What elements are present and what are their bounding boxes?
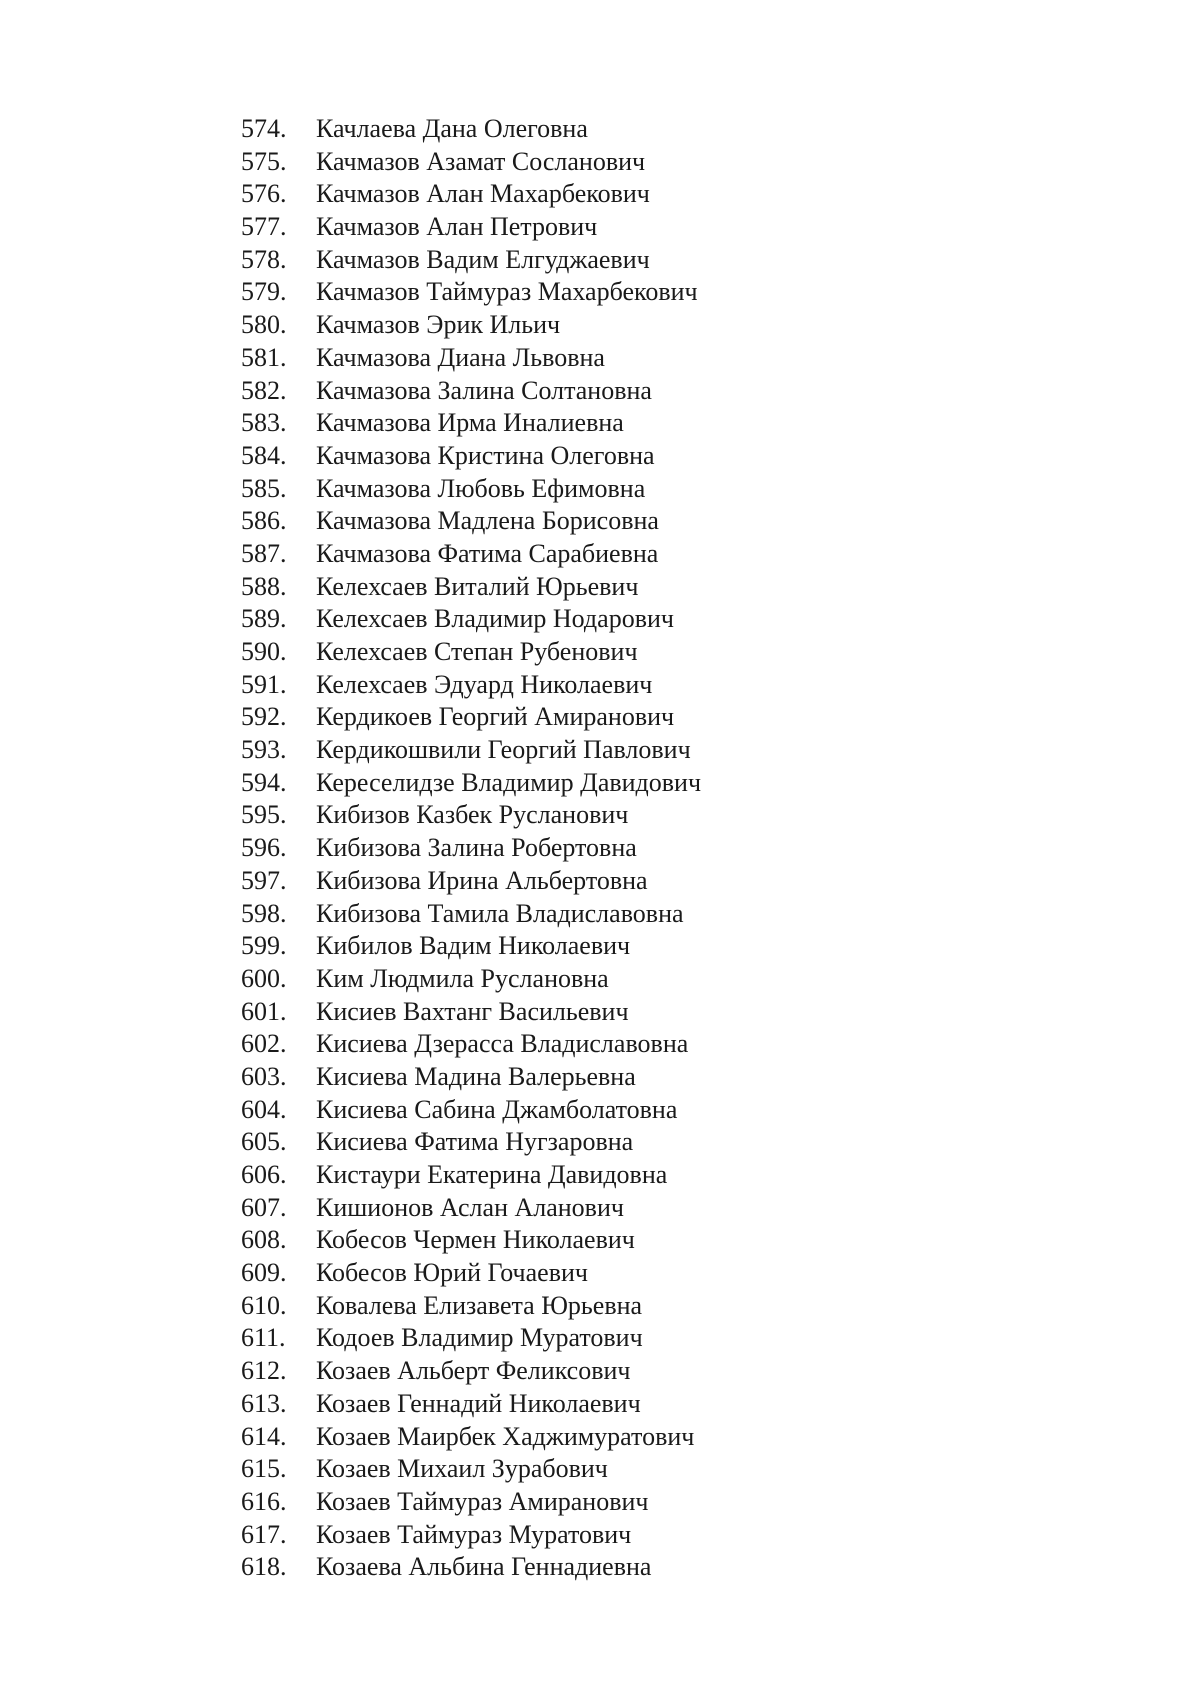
entry-name: Качмазов Алан Махарбекович (316, 179, 650, 209)
entry-number: 591. (241, 669, 287, 699)
entry-number: 574. (241, 114, 287, 143)
entry-number: 615. (241, 1454, 287, 1484)
list-item (241, 1421, 701, 1454)
entry-name: Кисиева Дзерасса Владиславовна (316, 1029, 689, 1059)
entry-number: 589. (241, 604, 287, 634)
list-item (241, 1388, 701, 1421)
entry-name: Келехсаев Эдуард Николаевич (316, 669, 653, 699)
entry-number: 579. (241, 277, 287, 307)
entry-name: Козаев Михаил Зурабович (316, 1454, 608, 1484)
list-item (241, 342, 701, 375)
entry-name: Кибизов Казбек Русланович (316, 800, 629, 830)
entry-name: Качмазов Вадим Елгуджаевич (316, 244, 650, 274)
list-item (241, 178, 701, 211)
list-item (241, 1355, 701, 1388)
entry-number: 613. (241, 1388, 287, 1418)
entry-name: Качмазова Кристина Олеговна (316, 440, 655, 470)
entry-number: 577. (241, 212, 287, 242)
entry-name: Ким Людмила Руслановна (316, 963, 609, 993)
entry-name: Козаев Таймураз Муратович (316, 1519, 632, 1549)
entry-name: Козаев Геннадий Николаевич (316, 1388, 641, 1418)
entry-number: 592. (241, 702, 287, 732)
list-item (241, 734, 701, 767)
entry-number: 586. (241, 506, 287, 536)
entry-name: Кереселидзе Владимир Давидович (316, 767, 702, 797)
entry-number: 596. (241, 833, 287, 863)
list-item (241, 375, 701, 408)
entry-number: 580. (241, 310, 287, 340)
list-item (241, 996, 701, 1029)
list-item (241, 407, 701, 440)
entry-name: Кисиева Фатима Нугзаровна (316, 1127, 634, 1157)
entry-number: 614. (241, 1421, 287, 1451)
list-item (241, 799, 701, 832)
entry-number: 607. (241, 1192, 287, 1222)
entry-number: 583. (241, 408, 287, 438)
entry-number: 611. (241, 1323, 286, 1353)
entry-number: 597. (241, 865, 287, 895)
entry-name: Кишионов Аслан Аланович (316, 1192, 624, 1222)
entry-number: 576. (241, 179, 287, 209)
entry-name: Келехсаев Виталий Юрьевич (316, 571, 639, 601)
list-item (241, 930, 701, 963)
entry-name: Качмазова Ирма Иналиевна (316, 408, 624, 438)
entry-name: Козаев Альберт Феликсович (316, 1356, 631, 1386)
list-item (241, 571, 701, 604)
entry-name: Козаев Маирбек Хаджимуратович (316, 1421, 695, 1451)
entry-name: Качмазова Фатима Сарабиевна (316, 538, 659, 568)
list-item (241, 701, 701, 734)
list-item (241, 1126, 701, 1159)
list-item (241, 505, 701, 538)
entry-name: Кодоев Владимир Муратович (316, 1323, 643, 1353)
entry-number: 599. (241, 931, 287, 961)
entry-number: 612. (241, 1356, 287, 1386)
list-item (241, 276, 701, 309)
list-item (241, 1257, 701, 1290)
entry-number: 605. (241, 1127, 287, 1157)
entry-number: 610. (241, 1290, 287, 1320)
entry-number: 595. (241, 800, 287, 830)
entry-number: 617. (241, 1519, 287, 1549)
entry-name: Качмазов Алан Петрович (316, 212, 598, 242)
list-item (241, 1486, 701, 1519)
entry-number: 581. (241, 342, 287, 372)
entry-name: Кисиев Вахтанг Васильевич (316, 996, 629, 1026)
list-item (241, 963, 701, 996)
entry-name: Кердикошвили Георгий Павлович (316, 735, 691, 765)
entry-name: Кобесов Чермен Николаевич (316, 1225, 635, 1255)
entry-number: 593. (241, 735, 287, 765)
list-item (241, 898, 701, 931)
entry-name: Качмазова Диана Львовна (316, 342, 605, 372)
entry-name: Качмазова Любовь Ефимовна (316, 473, 646, 503)
entry-number: 616. (241, 1486, 287, 1516)
list-item (241, 669, 701, 702)
list-item (241, 1453, 701, 1486)
entry-number: 606. (241, 1160, 287, 1189)
list-item (241, 473, 701, 506)
entry-number: 602. (241, 1029, 287, 1059)
entry-name: Козаева Альбина Геннадиевна (316, 1552, 652, 1582)
entry-number: 598. (241, 898, 287, 928)
list-item (241, 1192, 701, 1225)
numbered-name-list (241, 113, 701, 1584)
list-item (241, 603, 701, 636)
entry-name: Кибилов Вадим Николаевич (316, 931, 631, 961)
entry-number: 578. (241, 244, 287, 274)
list-item (241, 1290, 701, 1323)
list-item (241, 1519, 701, 1552)
entry-name: Качлаева Дана Олеговна (316, 114, 588, 143)
entry-name: Кибизова Залина Робертовна (316, 833, 637, 863)
list-item (241, 1224, 701, 1257)
entry-name: Кердикоев Георгий Амиранович (316, 702, 675, 732)
entry-name: Кибизова Ирина Альбертовна (316, 865, 648, 895)
entry-number: 603. (241, 1061, 287, 1091)
list-item (241, 113, 701, 146)
entry-number: 604. (241, 1094, 287, 1124)
entry-name: Келехсаев Владимир Нодарович (316, 604, 674, 634)
entry-name: Качмазов Азамат Сосланович (316, 146, 646, 176)
entry-name: Качмазов Эрик Ильич (316, 310, 561, 340)
entry-number: 587. (241, 538, 287, 568)
entry-number: 575. (241, 146, 287, 176)
entry-name: Качмазова Мадлена Борисовна (316, 506, 659, 536)
list-item (241, 211, 701, 244)
entry-name: Кибизова Тамила Владиславовна (316, 898, 684, 928)
list-item (241, 440, 701, 473)
list-item (241, 1094, 701, 1127)
list-item (241, 1159, 701, 1192)
entry-name: Кобесов Юрий Гочаевич (316, 1258, 588, 1288)
list-item (241, 1322, 701, 1355)
list-item (241, 1061, 701, 1094)
list-item (241, 767, 701, 800)
list-item (241, 309, 701, 342)
entry-name: Качмазов Таймураз Махарбекович (316, 277, 698, 307)
entry-number: 609. (241, 1258, 287, 1288)
entry-number: 601. (241, 996, 287, 1026)
list-item (241, 832, 701, 865)
list-item (241, 1028, 701, 1061)
entry-name: Качмазова Залина Солтановна (316, 375, 652, 405)
entry-number: 582. (241, 375, 287, 405)
list-item (241, 244, 701, 277)
entry-number: 584. (241, 440, 287, 470)
entry-number: 588. (241, 571, 287, 601)
entry-number: 600. (241, 963, 287, 993)
list-item (241, 865, 701, 898)
entry-number: 608. (241, 1225, 287, 1255)
list-item (241, 1551, 701, 1584)
entry-name: Козаев Таймураз Амиранович (316, 1486, 649, 1516)
entry-name: Келехсаев Степан Рубенович (316, 637, 638, 666)
list-item (241, 636, 701, 669)
entry-name: Кисиева Сабина Джамболатовна (316, 1094, 678, 1124)
list-item (241, 146, 701, 179)
entry-name: Кисиева Мадина Валерьевна (316, 1061, 636, 1091)
list-item (241, 538, 701, 571)
entry-number: 618. (241, 1552, 287, 1582)
entry-number: 585. (241, 473, 287, 503)
entry-number: 594. (241, 767, 287, 797)
entry-name: Ковалева Елизавета Юрьевна (316, 1290, 643, 1320)
entry-name: Кистаури Екатерина Давидовна (316, 1160, 668, 1189)
entry-number: 590. (241, 637, 287, 666)
